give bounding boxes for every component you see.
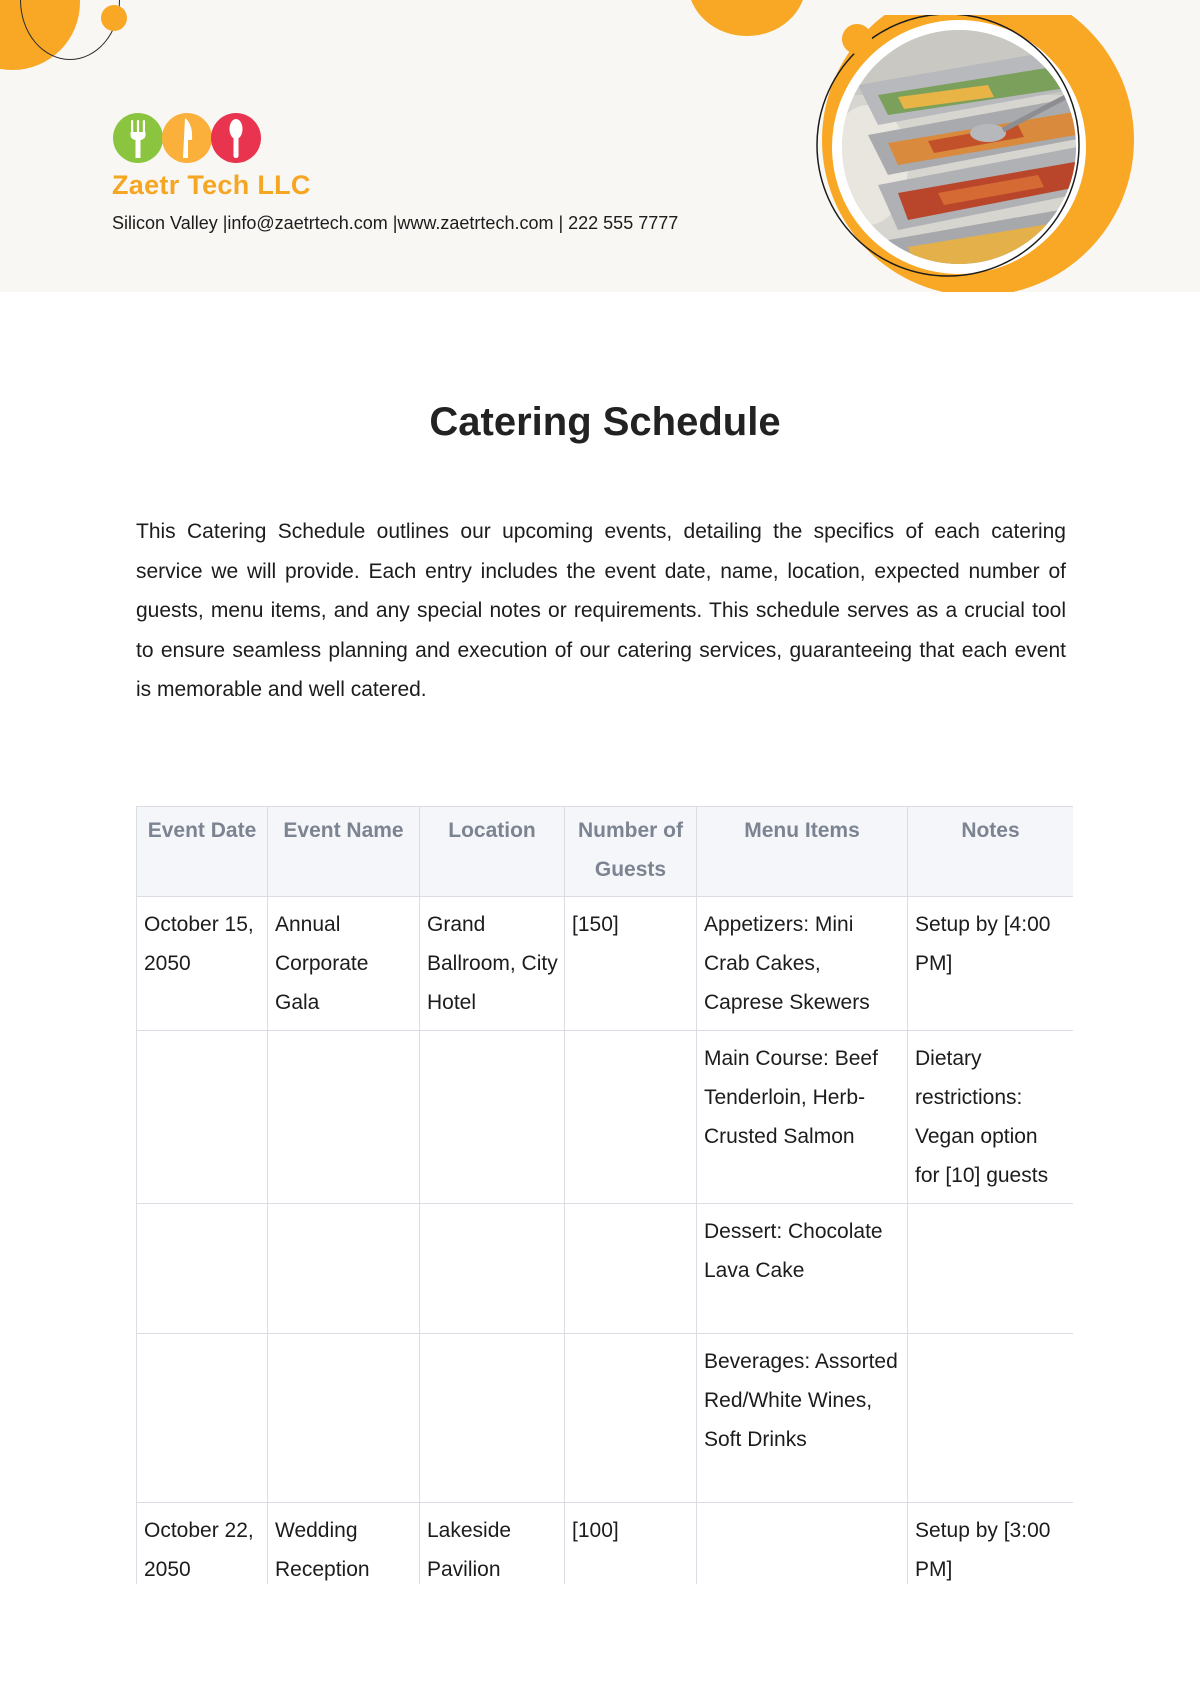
schedule-table-container [136,806,1073,1584]
cell-menu-items: Main Course: Beef Tenderloin, Herb-Crusted Salmon [697,1031,908,1204]
cell-location [420,1031,565,1204]
cell-event-name: Wedding Reception [268,1503,420,1585]
cell-location [420,1204,565,1334]
cell-guests: [150] [565,897,697,1031]
cell-menu-items [697,1503,908,1585]
cell-guests [565,1334,697,1503]
cell-notes [908,1334,1074,1503]
intro-paragraph: This Catering Schedule outlines our upcoming events, detailing the specifics of each catering service we will provide. Each entry includes the event date, name, location, expected number of guests, menu items, and any special notes or requirements. This schedule serves as a crucial tool to ensure seamless planning and execution of our catering services, guaranteeing that each event is memorable and well catered. [136,520,1066,701]
cell-location: Lakeside Pavilion [420,1503,565,1585]
table-row [137,1503,1074,1585]
cell-guests: [100] [565,1503,697,1585]
catering-photo [788,15,1144,292]
cell-event-date [137,1204,268,1334]
table-row [137,1031,1074,1204]
cell-event-name [268,1204,420,1334]
cell-event-name [268,1334,420,1503]
cell-menu-items: Dessert: Chocolate Lava Cake [697,1204,908,1334]
decorative-dot [101,5,127,31]
table-row [137,1334,1074,1503]
company-logo [112,110,262,168]
cell-location [420,1334,565,1503]
schedule-table [136,806,1073,1584]
cell-guests [565,1204,697,1334]
cell-notes [908,1204,1074,1334]
cell-event-name [268,1031,420,1204]
cell-event-date [137,1334,268,1503]
col-header-event-date: Event Date [137,807,268,897]
table-header-row [137,807,1074,897]
cell-notes: Setup by [4:00 PM] [908,897,1074,1031]
cell-menu-items: Beverages: Assorted Red/White Wines, Soft Drinks [697,1334,908,1503]
company-contact: Silicon Valley |info@zaetrtech.com |www.zaetrtech.com | 222 555 7777 [112,213,679,233]
cell-location: Grand Ballroom, City Hotel [420,897,565,1031]
table-row [137,1204,1074,1334]
cell-event-date: October 15, 2050 [137,897,268,1031]
col-header-menu-items: Menu Items [697,807,908,897]
letterhead [0,0,1200,292]
cell-guests [565,1031,697,1204]
col-header-number-of-guests: Number of Guests [565,807,697,897]
company-name: Zaetr Tech LLC [112,170,311,200]
col-header-notes: Notes [908,807,1074,897]
page-title: Catering Schedule [429,400,781,444]
table-row [137,897,1074,1031]
col-header-event-name: Event Name [268,807,420,897]
col-header-location: Location [420,807,565,897]
cell-event-date [137,1031,268,1204]
cell-event-date: October 22, 2050 [137,1503,268,1585]
cell-event-name: Annual Corporate Gala [268,897,420,1031]
cell-menu-items: Appetizers: Mini Crab Cakes, Caprese Skewers [697,897,908,1031]
cell-notes: Dietary restrictions: Vegan option for [10] guests [908,1031,1074,1204]
cell-notes: Setup by [3:00 PM] [908,1503,1074,1585]
